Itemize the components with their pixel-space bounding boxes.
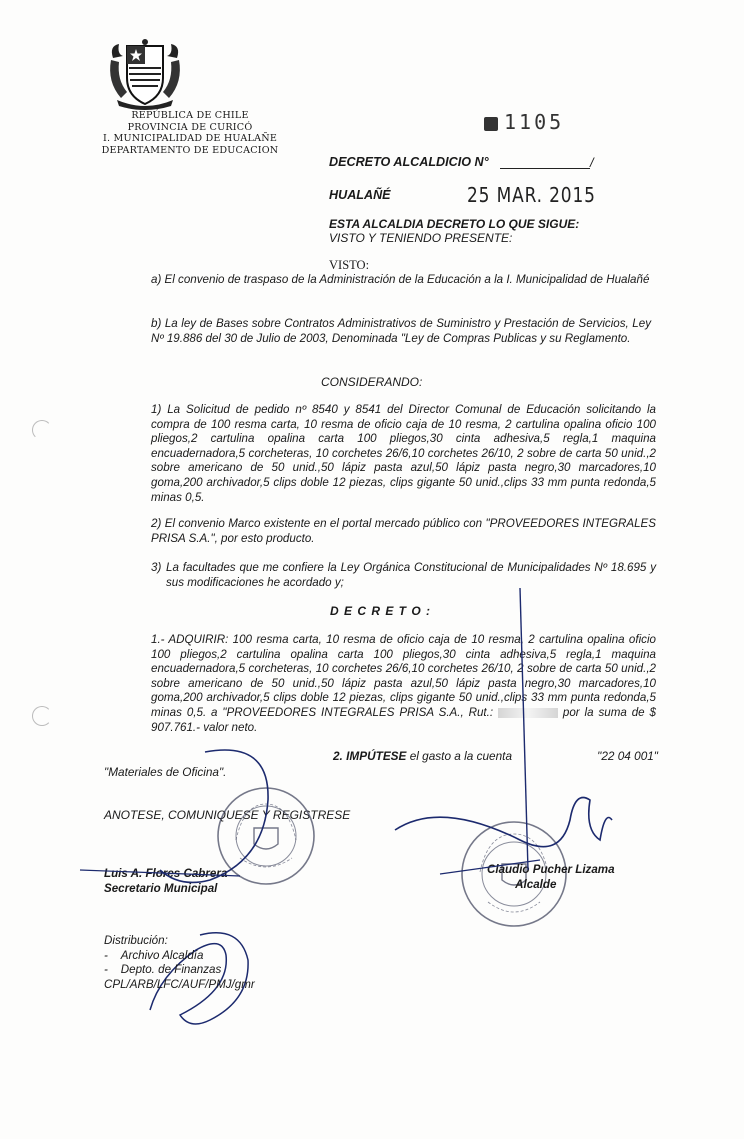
considerando-item-3: La facultades que me confiere la Ley Orgánica Constitucional de Municipalidades Nº 18.695 y sus modificaciones he acordado y; bbox=[166, 561, 656, 589]
visto-title: VISTO: bbox=[329, 258, 370, 272]
account-number: "22 04 001" bbox=[597, 749, 658, 763]
secretario-role: Secretario Municipal bbox=[104, 882, 218, 895]
decreto-item-2-continued: "Materiales de Oficina". bbox=[104, 765, 227, 779]
date-stamp: 25 MAR. 2015 bbox=[467, 183, 596, 207]
distribucion-item-1-label: Archivo Alcaldía bbox=[120, 948, 204, 962]
visto-item-a: a) El convenio de traspaso de la Administración de la Educación a la I. Municipalidad de Hualañé bbox=[151, 273, 650, 286]
considerando-item-2: 2) El convenio Marco existente en el portal mercado público con "PROVEEDORES INTEGRALES PRISA S.A.", por esto producto. bbox=[151, 517, 656, 545]
imputese-text: el gasto a la cuenta bbox=[409, 749, 513, 763]
considerando-item-1: 1) La Solicitud de pedido nº 8540 y 8541 del Director Comunal de Educación solicitando la compra de 100 resma carta, 10 resma de oficio caja de 10 resma, 2 cartulina opalina oficio 100 pliegos,2 cartulina opalina carta 100 pliegos,30 cinta adhesiva,5 regla,1 maquina encuadernadora,5 corcheteras, 10 corchetes 26/6,10 corchetes 26/10, 2 sobre de carta 50 unid.,2 sobre americano de 50 unid.,50 lápiz pasta azul,50 lápiz pasta negro,30 marcadores,10 goma,200 archivador,5 clips doble 12 piezas, clips gigante 50 unid.,clips 33 mm punta redonda,5 minas 0,5. bbox=[151, 403, 656, 504]
decreto-title: D E C R E T O : bbox=[330, 604, 432, 618]
anotese-line: ANOTESE, COMUNIQUESE Y REGISTRESE bbox=[104, 808, 351, 822]
intro-line1: ESTA ALCALDIA DECRETO LO QUE SIGUE: bbox=[329, 217, 580, 231]
alcalde-role: Alcalde bbox=[515, 878, 557, 891]
considerando-title: CONSIDERANDO: bbox=[321, 375, 423, 389]
distribucion-item-2: - Depto. de Finanzas bbox=[104, 963, 222, 977]
decreto-item-1-text: 1.- ADQUIRIR: 100 resma carta, 10 resma de oficio caja de 10 resma, 2 cartulina opalina oficio 100 pliegos,2 cartulina opalina carta 100 pliegos,30 cinta adhesiva,5 regla,1 maquina encuadernadora,5 corcheteras, 10 corchetes 26/6,10 corchetes 26/10, 2 sobre de carta 50 unid.,2 sobre americano de 50 unid.,50 lápiz pasta azul,50 lápiz pasta negro,30 marcadores,10 goma,200 archivador,5 clips doble 12 piezas, clips gigante 50 unid.,clips 33 mm punta redonda,5 minas 0,5. a "PROVEEDORES INTEGRALES PRISA S.A., Rut.: bbox=[151, 633, 656, 719]
punch-hole-top bbox=[32, 420, 52, 440]
distribucion-item-1: - Archivo Alcaldía bbox=[104, 948, 204, 962]
stamp-number: 1105 bbox=[504, 110, 565, 134]
imputese-label: 2. IMPÚTESE bbox=[333, 749, 407, 763]
visto-item-b: b) La ley de Bases sobre Contratos Administrativos de Suministro y Prestación de Servicios, Ley Nº 19.886 del 30 de Julio de 2003, Denominada "Ley de Compras Publicas y su Reglamento. bbox=[151, 317, 651, 345]
initials: CPL/ARB/LFC/AUF/PMJ/gmr bbox=[104, 977, 255, 991]
punch-hole-bottom bbox=[32, 706, 52, 726]
decree-slash: / bbox=[590, 155, 594, 170]
place-name: HUALAÑÉ bbox=[329, 188, 391, 202]
distribucion-title: Distribución: bbox=[104, 934, 168, 947]
header-republica: REPÚBLICA DE CHILE bbox=[131, 110, 249, 121]
header-provincia: PROVINCIA DE CURICÓ bbox=[127, 121, 253, 133]
header-departamento: DEPARTAMENTO DE EDUCACION bbox=[101, 144, 279, 156]
decree-label: DECRETO ALCALDICIO N° bbox=[329, 155, 489, 169]
decreto-item-1-amount: por la suma de $ 907.761.- valor neto. bbox=[151, 705, 656, 734]
alcalde-name: Claudio Pucher Lizama bbox=[487, 863, 615, 876]
secretario-name: Luis A. Flores Cabrera bbox=[104, 867, 228, 880]
header-municipalidad: I. MUNICIPALIDAD DE HUALAÑE bbox=[102, 133, 278, 144]
considerando-item-3-number: 3) bbox=[151, 561, 162, 574]
distribucion-item-2-label: Depto. de Finanzas bbox=[120, 963, 222, 977]
intro-line2: VISTO Y TENIENDO PRESENTE: bbox=[329, 231, 513, 245]
